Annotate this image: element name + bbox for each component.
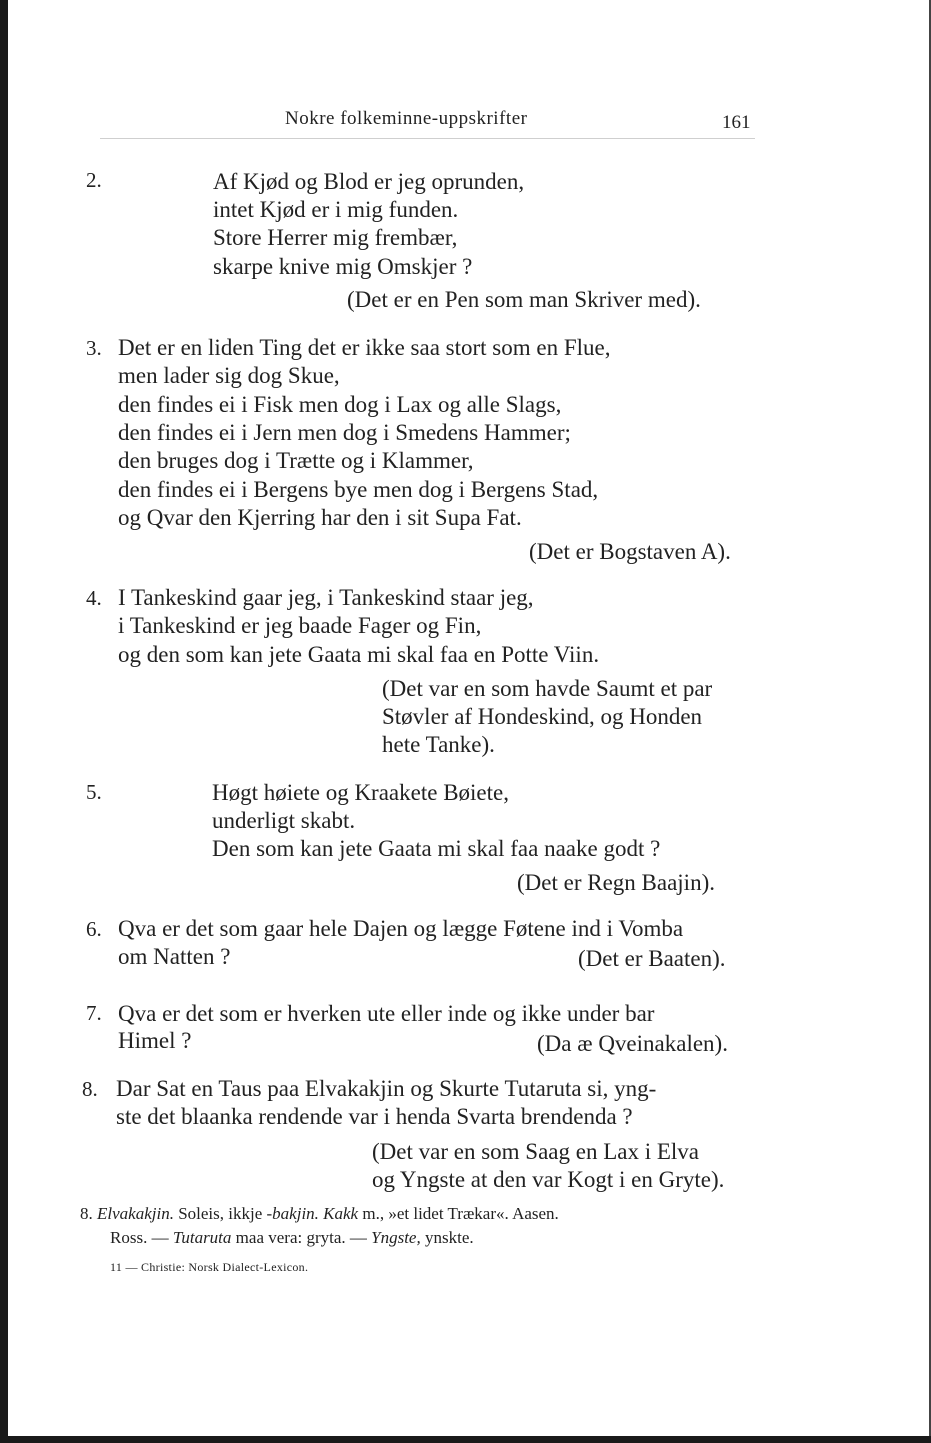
riddle-line: Store Herrer mig frembær, <box>213 225 458 250</box>
riddle-line: den bruges dog i Trætte og i Klammer, <box>118 448 474 473</box>
riddle-line: I Tankeskind gaar jeg, i Tankeskind staar jeg, <box>118 585 534 610</box>
footnote-line-2 <box>110 1227 474 1249</box>
riddle-line: den findes ei i Fisk men dog i Lax og alle Slags, <box>118 392 562 417</box>
footnote-term: Kakk <box>323 1204 359 1223</box>
riddle-line: og Qvar den Kjerring har den i sit Supa Fat. <box>118 505 522 530</box>
footnote-term: Yngste, <box>371 1228 421 1247</box>
riddle-line: skarpe knive mig Omskjer ? <box>213 254 473 279</box>
riddle-answer: (Det er Regn Baajin). <box>517 870 715 895</box>
riddle-number: 2. <box>86 168 102 192</box>
riddle-line: i Tankeskind er jeg baade Fager og Fin, <box>118 613 482 638</box>
riddle-line: Dar Sat en Taus paa Elvakakjin og Skurte Tutaruta si, yng- <box>116 1076 657 1101</box>
riddle-answer: hete Tanke). <box>382 732 495 757</box>
riddle-number: 4. <box>86 586 102 610</box>
footnote-line-1 <box>80 1203 559 1225</box>
riddle-line: den findes ei i Bergens bye men dog i Bergens Stad, <box>118 477 599 502</box>
riddle-number: 3. <box>86 336 102 360</box>
footnote-text: m., »et lidet Trækar«. Aasen. <box>362 1204 559 1223</box>
footnote-term: Elvakakjin. <box>97 1204 174 1223</box>
header-rule <box>100 138 755 139</box>
riddle-line: Qva er det som gaar hele Dajen og lægge Føtene ind i Vomba <box>118 916 684 941</box>
riddle-answer: (Det er en Pen som man Skriver med). <box>347 287 701 312</box>
scan-border-bottom <box>0 1436 931 1443</box>
riddle-line: Af Kjød og Blod er jeg oprunden, <box>213 169 525 194</box>
riddle-number: 5. <box>86 780 102 804</box>
riddle-answer: (Det er Bogstaven A). <box>529 539 731 564</box>
riddle-line: om Natten ? <box>118 944 231 969</box>
riddle-line: intet Kjød er i mig funden. <box>213 197 459 222</box>
running-header-title: Nokre folkeminne-uppskrifter <box>285 108 528 129</box>
riddle-line: underligt skabt. <box>212 808 356 833</box>
riddle-line: Høgt høiete og Kraakete Bøiete, <box>212 780 509 805</box>
riddle-answer: (Det er Baaten). <box>578 946 726 971</box>
footnote-text: Soleis, ikkje <box>178 1204 263 1223</box>
riddle-answer: (Det var en som havde Saumt et par <box>382 676 713 701</box>
riddle-line: den findes ei i Jern men dog i Smedens Hammer; <box>118 420 571 445</box>
riddle-line: Himel ? <box>118 1028 192 1053</box>
riddle-line: og den som kan jete Gaata mi skal faa en Potte Viin. <box>118 642 600 667</box>
riddle-answer: (Da æ Qveinakalen). <box>537 1031 728 1056</box>
riddle-line: Det er en liden Ting det er ikke saa stort som en Flue, <box>118 335 611 360</box>
riddle-number: 7. <box>86 1001 102 1025</box>
footnote-text: maa vera: gryta. — <box>235 1228 367 1247</box>
riddle-answer: Støvler af Hondeskind, og Honden <box>382 704 703 729</box>
footnote-term: Tutaruta <box>172 1228 232 1247</box>
riddle-number: 6. <box>86 917 102 941</box>
page-number: 161 <box>722 112 751 133</box>
footnote-number: 8. <box>80 1204 93 1223</box>
riddle-line: ste det blaanka rendende var i henda Svarta brendenda ? <box>116 1104 633 1129</box>
footnote-text: Ross. — <box>110 1228 169 1247</box>
riddle-line: Qva er det som er hverken ute eller inde og ikke under bar <box>118 1001 655 1026</box>
riddle-line: Den som kan jete Gaata mi skal faa naake godt ? <box>212 836 661 861</box>
footnote-text: ynskte. <box>424 1228 474 1247</box>
scan-border-left <box>0 0 8 1443</box>
printer-signature: 11 — Christie: Norsk Dialect-Lexicon. <box>110 1260 309 1274</box>
riddle-answer: (Det var en som Saag en Lax i Elva <box>372 1139 699 1164</box>
footnote-term: -bakjin. <box>266 1204 319 1223</box>
riddle-answer: og Yngste at den var Kogt i en Gryte). <box>372 1167 725 1192</box>
riddle-line: men lader sig dog Skue, <box>118 363 340 388</box>
riddle-number: 8. <box>82 1077 98 1101</box>
